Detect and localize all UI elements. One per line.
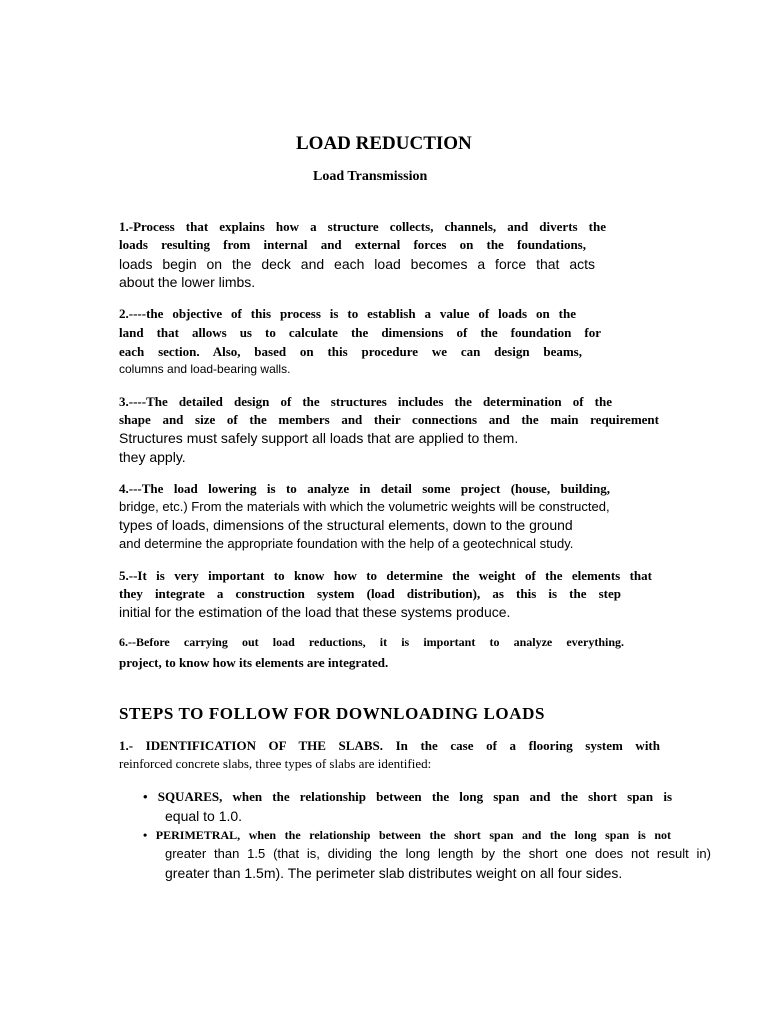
- paragraph-4-line-2: bridge, etc.) From the materials with which the volumetric weights will be constructed,: [119, 499, 610, 514]
- paragraph-6-line-2: project, to know how its elements are integrated.: [119, 655, 389, 670]
- bullet-squares-line-1: • SQUARES, when the relationship between the long span and the short span is: [143, 789, 672, 804]
- bullet-perimetral-line-1: • PERIMETRAL, when the relationship between the short span and the long span is not: [143, 828, 671, 842]
- paragraph-2-line-1: 2.----the objective of this process is to establish a value of loads on the: [119, 306, 576, 321]
- bullet-perimetral-line-3: greater than 1.5m). The perimeter slab distributes weight on all four sides.: [165, 865, 623, 881]
- paragraph-5-line-2: they integrate a construction system (load distribution), as this is the step: [119, 586, 621, 601]
- paragraph-2-line-4: columns and load-bearing walls.: [119, 362, 291, 376]
- paragraph-1-line-4: about the lower limbs.: [119, 274, 256, 290]
- paragraph-2-line-3: each section. Also, based on this procedure we can design beams,: [119, 344, 582, 359]
- paragraph-3-line-1: 3.----The detailed design of the structures includes the determination of the: [119, 394, 612, 409]
- paragraph-1-line-1: 1.-Process that explains how a structure collects, channels, and diverts the: [119, 219, 606, 234]
- paragraph-5-line-1: 5.--It is very important to know how to determine the weight of the elements that: [119, 568, 652, 583]
- paragraph-1-line-3: loads begin on the deck and each load becomes a force that acts: [119, 256, 595, 272]
- paragraph-3-line-2: shape and size of the members and their connections and the main requirement: [119, 412, 659, 427]
- bullet-perimetral-line-2: greater than 1.5 (that is, dividing the long length by the short one does not result in): [165, 846, 711, 861]
- paragraph-5-line-3: initial for the estimation of the load that these systems produce.: [119, 604, 511, 620]
- page-subtitle: Load Transmission: [313, 169, 428, 184]
- paragraph-4-line-4: and determine the appropriate foundation with the help of a geotechnical study.: [119, 536, 574, 551]
- page-title: LOAD REDUCTION: [296, 133, 472, 154]
- paragraph-3-line-4: they apply.: [119, 449, 186, 465]
- step-1-line-2: reinforced concrete slabs, three types of slabs are identified:: [119, 756, 432, 771]
- step-1-line-1: 1.- IDENTIFICATION OF THE SLABS. In the case of a flooring system with: [119, 738, 660, 753]
- paragraph-4-line-1: 4.---The load lowering is to analyze in detail some project (house, building,: [119, 481, 610, 496]
- paragraph-6-line-1: 6.--Before carrying out load reductions, it is important to analyze everything.: [119, 635, 624, 649]
- paragraph-2-line-2: land that allows us to calculate the dimensions of the foundation for: [119, 325, 601, 340]
- paragraph-1-line-2: loads resulting from internal and external forces on the foundations,: [119, 237, 586, 252]
- paragraph-4-line-3: types of loads, dimensions of the structural elements, down to the ground: [119, 517, 573, 533]
- paragraph-3-line-3: Structures must safely support all loads that are applied to them.: [119, 430, 519, 446]
- bullet-squares-line-2: equal to 1.0.: [165, 808, 243, 824]
- section-heading: STEPS TO FOLLOW FOR DOWNLOADING LOADS: [119, 704, 546, 723]
